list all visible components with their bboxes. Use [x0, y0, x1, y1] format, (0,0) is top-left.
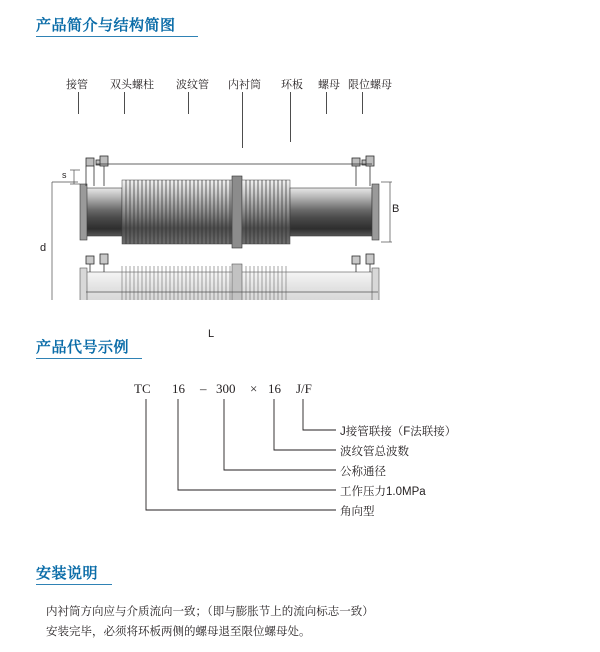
install-line-2: 安装完毕，必须将环板两侧的螺母退至限位螺母处。 — [46, 626, 311, 638]
code-part-connection: J/F — [296, 381, 312, 396]
code-part-type: TC — [134, 381, 151, 396]
dim-label-L: L — [208, 328, 215, 340]
dim-label-B: B — [392, 203, 400, 215]
code-part-pressure: 16 — [172, 381, 185, 396]
install-line-1: 内衬筒方向应与介质流向一致；（即与膨胀节上的流向标志一致） — [46, 606, 374, 618]
callout-label-xianweiluomu: 限位螺母 — [348, 79, 392, 91]
callout-label-neichentong: 内衬筒 — [228, 79, 261, 91]
expansion-joint-drawing — [0, 60, 600, 300]
code-desc-waves: 波纹管总波数 — [340, 446, 409, 458]
structure-diagram — [0, 60, 600, 340]
code-desc-type: 角向型 — [340, 506, 375, 518]
section-title-2: 产品代号示例 — [36, 339, 130, 356]
section-underline-1 — [36, 36, 198, 37]
product-code-example — [0, 355, 600, 545]
code-leader-lines — [0, 355, 600, 545]
code-desc-diameter: 公称通径 — [340, 466, 386, 478]
code-desc-pressure: 工作压力1.0MPa — [340, 486, 426, 498]
code-part-times: × — [250, 381, 258, 396]
callout-label-jieguan: 接管 — [66, 79, 88, 91]
code-part-dash: – — [200, 381, 207, 396]
code-desc-connection: J接管联接（F法联接） — [340, 426, 457, 438]
section-title-3: 安装说明 — [36, 565, 99, 582]
dim-label-d: d — [40, 242, 47, 254]
installation-notes — [0, 560, 600, 652]
callout-label-luomu: 螺母 — [318, 79, 340, 91]
section-title-1: 产品简介与结构简图 — [36, 17, 176, 34]
code-part-waves: 16 — [268, 381, 281, 396]
callout-label-bowenguan: 波纹管 — [176, 79, 209, 91]
callout-label-huanban: 环板 — [281, 79, 303, 91]
code-part-diameter: 300 — [216, 381, 236, 396]
dim-label-s: s — [62, 170, 67, 180]
callout-label-shuangtouluozhu: 双头螺柱 — [110, 79, 154, 91]
